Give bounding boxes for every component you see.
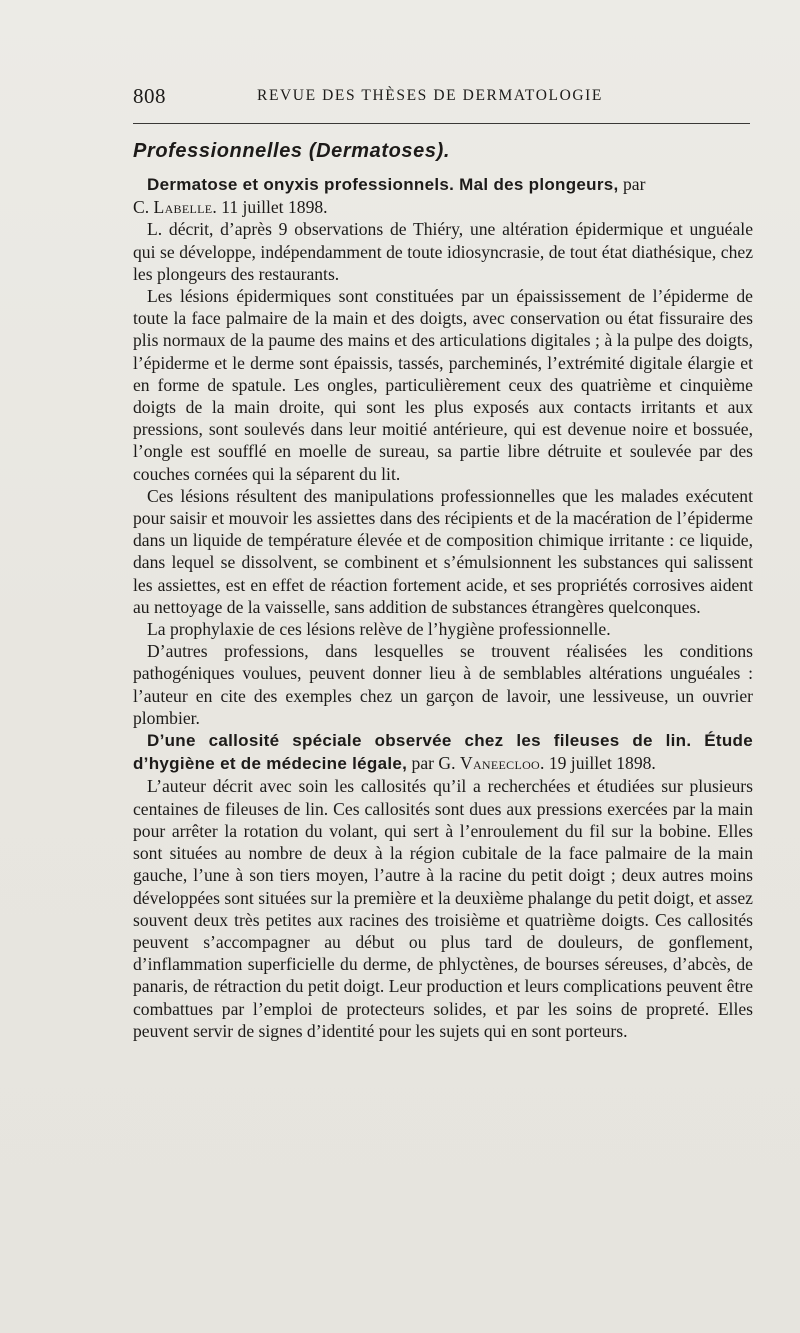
entry-heading [133, 729, 753, 775]
entry-by: par [407, 753, 435, 774]
entry-title: Dermatose et onyxis professionnels. Mal des plongeurs, [147, 175, 619, 194]
entry-date: . 11 juillet 1898. [212, 197, 328, 218]
entry-author: Labelle [153, 197, 213, 218]
entry-author-initial: C. [133, 197, 154, 218]
entry-paragraph: La prophylaxie de ces lésions relève de l’hygiène professionnelle. [147, 619, 611, 640]
entry-author: Vaneecloo [459, 753, 541, 774]
page-header [133, 84, 750, 114]
entry-title: D’une callosité spéciale observée chez les fileuses de lin. Étude d’hygiène et de médecine légale, [133, 731, 753, 774]
section-title: Professionnelles (Dermatoses). [133, 140, 450, 162]
thesis-entry [133, 729, 753, 1042]
entry-by: par [618, 174, 646, 194]
entry-paragraph: L. décrit, d’après 9 observations de Thiéry, une altération épidermique et unguéale qui se développe, indépendamment de toute idiosyncrasie, de tout état diathésique, chez les plongeurs des restaurants. [133, 219, 753, 284]
article-body [133, 138, 753, 1042]
running-title: REVUE DES THÈSES DE DERMATOLOGIE [257, 87, 603, 104]
entry-paragraph: L’auteur décrit avec soin les callosités qu’il a recherchées et étudiées sur plusieurs centaines de fileuses de lin. Ces callosités sont dues aux pressions exercées par la main pour arrêter la rotation du volant, qui sert à l’enroulement du fil sur la bobine. Elles sont situées au nombre de deux à la région cubitale de la face palmaire de la main gauche, l’une à son tiers moyen, l’autre à la racine du petit doigt ; deux autres moins développées sont situées sur la première et la deuxième phalange du petit doigt, et assez souvent deux très petites aux racines des troisième et quatrième doigts. Ces callosités peuvent s’accompagner au début ou plus tard de douleurs, de gonflement, d’inflammation superficielle du derme, de phlyctènes, de bourses séreuses, d’abcès, de panaris, de rétraction du petit doigt. Leur production et leurs complications peuvent être combattues par l’emploi de protecteurs solides, et par les soins de propreté. Elles peuvent servir de signes d’identité pour les sujets qui en sont porteurs. [133, 776, 753, 1041]
entry-heading [133, 173, 753, 218]
header-rule [133, 123, 750, 124]
entry-author-initial: G. [438, 753, 460, 774]
thesis-entry [133, 173, 753, 729]
entry-paragraph: Les lésions épidermiques sont constituées par un épaississement de l’épiderme de toute la face palmaire de la main et des doigts, avec conservation ou état fissuraire des plis normaux de la paume des mains et des articulations digitales ; à la pulpe des doigts, l’épiderme et le derme sont épaissis, tassés, parcheminés, l’extrémité digitale élargie et en forme de spatule. Les ongles, particulièrement ceux des quatrième et cinquième doigts de la main droite, qui sont les plus exposés aux contacts irritants et aux pressions, sont soulevés dans leur moitié antérieure, qui est devenue noire et bossuée, l’ongle est soufflé en moelle de sureau, sa partie libre détruite et soulevée par des couches cornées qui la séparent du lit. [133, 286, 753, 484]
page-number: 808 [133, 84, 166, 108]
entry-paragraph: D’autres professions, dans lesquelles se trouvent réalisées les conditions pathogéniques voulues, peuvent donner lieu à de semblables altérations unguéales : l’auteur en cite des exemples chez un garçon de lavoir, une lessiveuse, un ouvrier plombier. [133, 641, 753, 728]
entry-paragraph: Ces lésions résultent des manipulations professionnelles que les malades exécutent pour saisir et mouvoir les assiettes dans des récipients et de la macération de l’épiderme dans un liquide de température élevée et de composition chimique irritante : ce liquide, dans lequel se dissolvent, se combinent et s’émulsionnent les substances qui salissent les assiettes, est en effet de réaction fortement acide, et ses propriétés corrosives aident au nettoyage de la vaisselle, sans addition de substances étrangères quelconques. [133, 485, 753, 617]
entry-date: . 19 juillet 1898. [540, 753, 656, 774]
